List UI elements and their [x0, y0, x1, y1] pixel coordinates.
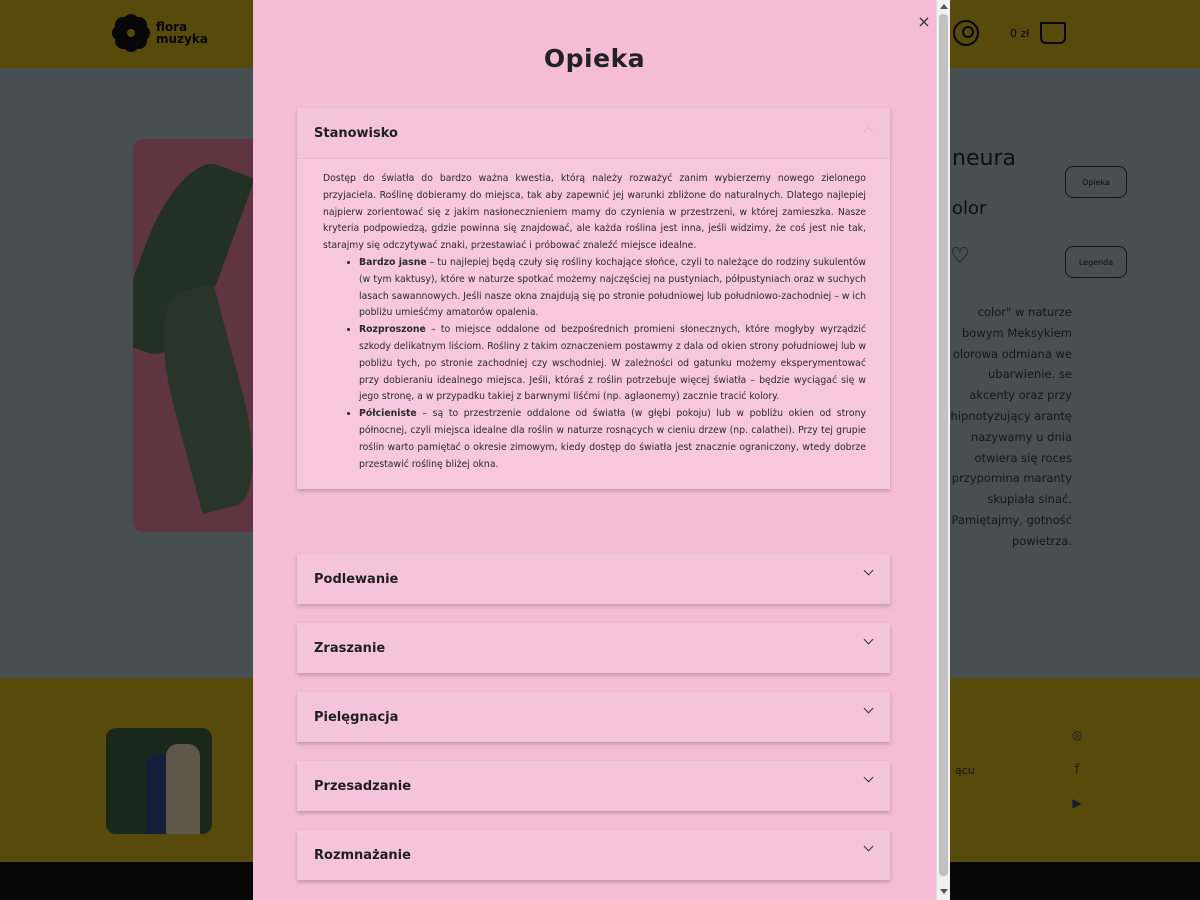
accordion-pielegnacja — [297, 692, 890, 742]
chevron-down-icon — [864, 842, 874, 852]
chevron-down-icon — [864, 704, 874, 714]
accordion-header-podlewanie[interactable] — [297, 554, 890, 604]
accordion-przesadzanie — [297, 761, 890, 811]
accordion-zraszanie — [297, 623, 890, 673]
accordion-body-stanowisko — [297, 158, 890, 489]
accordion-header-stanowisko[interactable] — [297, 108, 890, 158]
list-item-text: – to miejsce oddalone od bezpośrednich promieni słonecznych, które mogłyby wyrządzić szkody delikatnym liściom. Rośliny z takim oznaczeniem postawmy z dala od okien strony południowej lub w pobliżu tych, po stronie zachodniej czy wschodniej. W zależności od gatunku możemy eksperymentować przy dobieraniu idealnego miejsca. Jeśli, któraś z roślin potrzebuje więcej światła – będzie wyciągać się w jego stronę, a w przypadku takiej z barwnymi liśćmi (np. aglaonemy) zacznie tracić kolory. — [359, 324, 866, 403]
accordion-title: Zraszanie — [314, 640, 386, 656]
accordion-stanowisko — [297, 108, 890, 489]
list-item-term: Rozproszone — [359, 324, 426, 336]
list-item-term: Półcieniste — [359, 408, 417, 420]
accordion-header-zraszanie[interactable] — [297, 623, 890, 673]
accordion-title: Stanowisko — [314, 125, 398, 141]
light-levels-list — [359, 255, 866, 473]
list-item-text: – tu najlepiej będą czuły się rośliny kochające słońce, czyli to należące do rodziny sukulentów (w tym kaktusy), które w naturze spotkać możemy najczęściej na pustyniach, półpustyniach oraz w suchych lasach sawannowych. Jeśli nasze okna znajdują się po stronie południowej lub południowo-zachodniej – w ich pobliżu umieśćmy amatorów opalenia. — [359, 256, 866, 319]
list-item-text: – są to przestrzenie oddalone od światła (w głębi pokoju) lub w pobliżu okien od strony północnej, czyli miejsca idealne dla roślin w naturze rosnących w cieniu drzew (np. calathei). Przy tej grupie roślin warto pamiętać o okresie zimowym, kiedy dostęp do światła jest znacznie ograniczony, wtedy dobrze przestawić roślinę bliżej okna. — [359, 408, 866, 470]
accordion-rozmnazanie — [297, 830, 890, 880]
chevron-down-icon — [864, 566, 874, 576]
scroll-down-arrow-icon[interactable] — [940, 889, 948, 894]
modal-scrollbar[interactable] — [936, 0, 950, 900]
accordion-header-pielegnacja[interactable] — [297, 692, 890, 742]
accordion-title: Rozmnażanie — [314, 847, 411, 863]
accordion-title: Podlewanie — [314, 571, 399, 587]
stanowisko-intro: Dostęp do światła do bardzo ważna kwestia, którą należy rozważyć zanim wybierzemy nowego zielonego przyjaciela. Roślinę dobieramy do miejsca, tak aby zapewnić jej warunki zbliżone do naturalnych. Dlatego najlepiej najpierw zorientować się z jakim nasłonecznieniem mamy do czynienia w przestrzeni, w której zamieszka. Nasze kryteria podpowiedzą, gdzie powinna się znajdować, ale każda roślina jest inna, jeśli widzimy, że coś jest nie tak, starajmy się odczytywać znaki, przestawiać i próbować znaleźć miejsce idealne. — [323, 173, 866, 252]
modal-title: Opieka — [543, 44, 646, 73]
accordion-title: Pielęgnacja — [314, 709, 399, 725]
list-item-term: Bardzo jasne — [359, 256, 427, 268]
accordion-header-rozmnazanie[interactable] — [297, 830, 890, 880]
close-icon[interactable]: × — [917, 12, 931, 31]
chevron-up-icon — [864, 127, 874, 137]
scroll-up-arrow-icon[interactable] — [940, 4, 948, 9]
list-item — [359, 255, 866, 322]
scroll-thumb[interactable] — [939, 14, 948, 876]
list-item — [359, 406, 866, 473]
list-item — [359, 322, 866, 406]
accordion-podlewanie — [297, 554, 890, 604]
care-modal — [253, 0, 950, 900]
chevron-down-icon — [864, 635, 874, 645]
accordion-title: Przesadzanie — [314, 778, 412, 794]
accordion-header-przesadzanie[interactable] — [297, 761, 890, 811]
chevron-down-icon — [864, 773, 874, 783]
